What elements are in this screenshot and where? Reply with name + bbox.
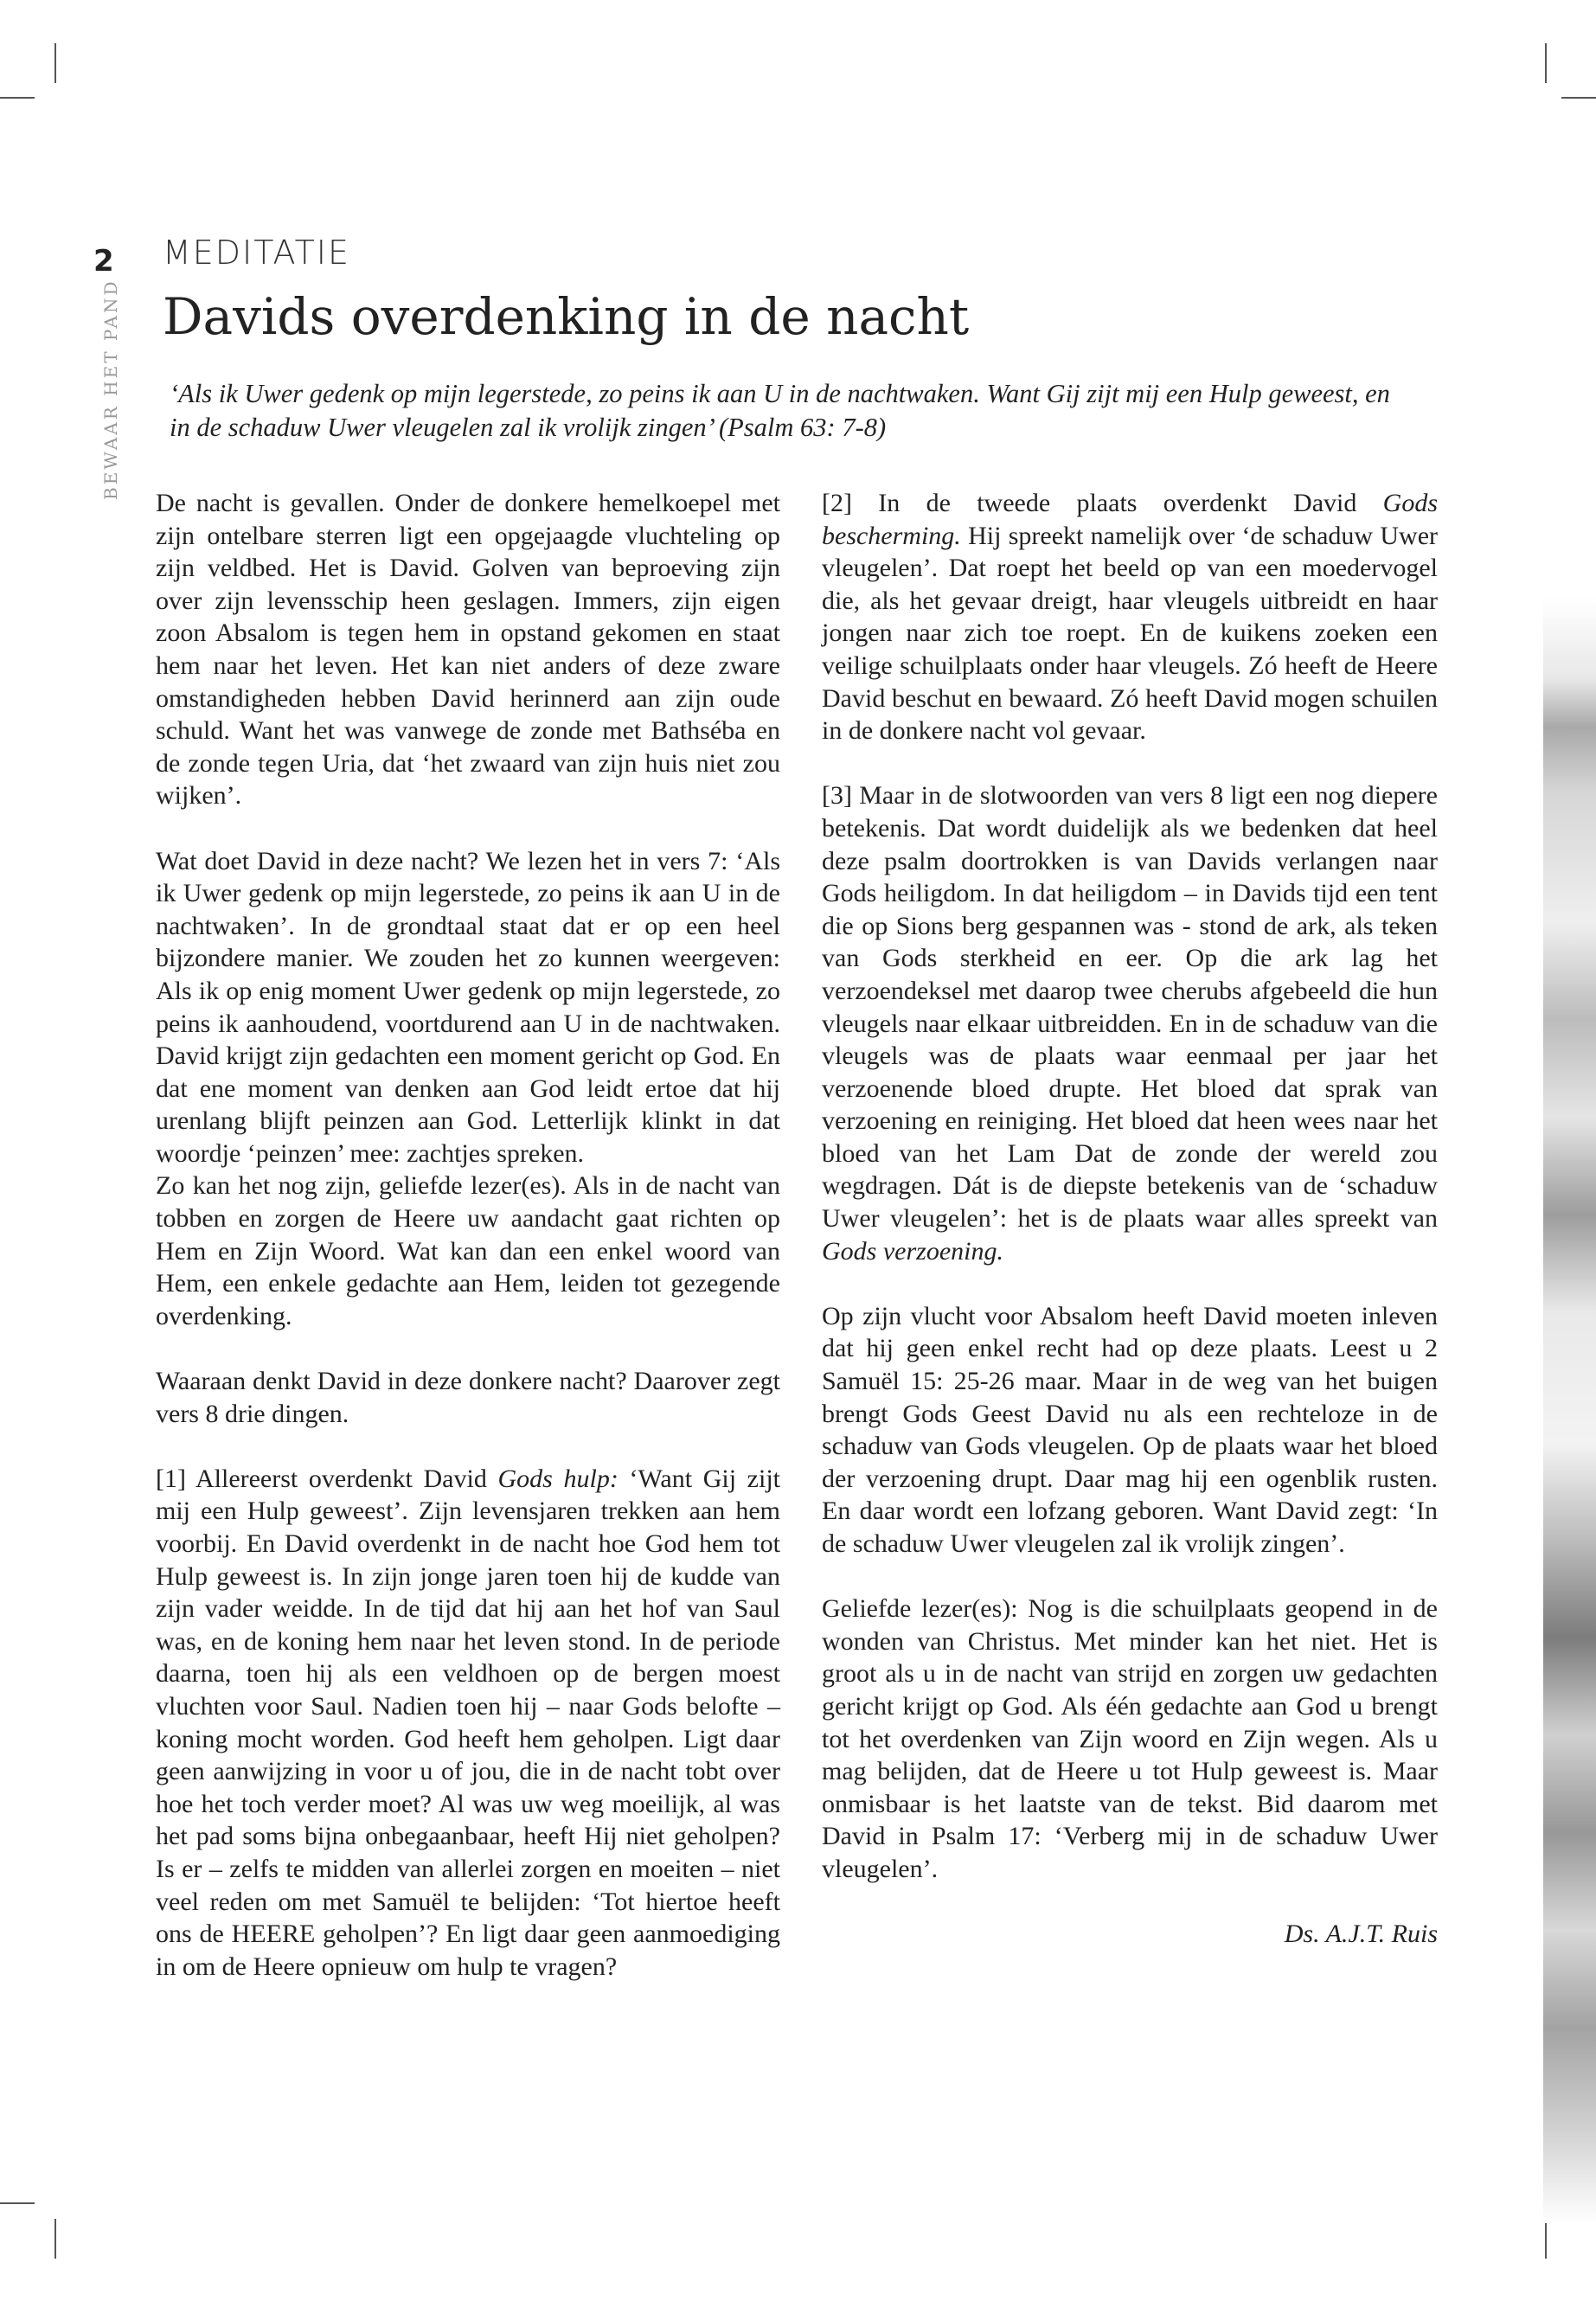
crop-mark-top-right-vertical bbox=[1545, 43, 1547, 83]
page-number: 2 bbox=[93, 244, 114, 279]
emphasis: Gods bescherming. bbox=[822, 489, 1438, 550]
edge-photo-strip bbox=[1543, 597, 1596, 2223]
crop-mark-bottom-left-horizontal bbox=[0, 2202, 35, 2204]
paragraph bbox=[822, 487, 1438, 747]
text-run: [3] Maar in de slotwoorden van vers 8 ligt een nog diepere betekenis. Dat wordt duidelijk als we bedenken dat heel deze psalm doortrokken is van Davids verlangen naar Gods heiligdom. In dat heiligdom – in Davids tijd een tent die op Sions berg gespannen was - stond de ark, als teken van Gods sterkheid en eer. Op die ark lag het verzoendeksel met daarop twee cherubs afgebeeld die hun vleugels naar elkaar uitbreidden. En in de schaduw van die vleugels was de plaats waar eenmaal per jaar het verzoenende bloed drupte. Het bloed dat sprak van verzoening en reiniging. Het bloed dat heen wees naar het bloed van het Lam Dat de zonde der wereld zou wegdragen. Dát is de diepste betekenis van de ‘schaduw Uwer vleugelen’: het is de plaats waar alles spreekt van bbox=[822, 781, 1438, 1234]
left-column bbox=[156, 487, 780, 2016]
text-run: [1] Allereerst overdenkt David bbox=[156, 1464, 498, 1493]
paragraph bbox=[822, 779, 1438, 1267]
paragraph: Wat doet David in deze nacht? We lezen het in vers 7: ‘Als ik Uwer gedenk op mijn legerstede, zo peins ik aan U in de nachtwaken’. In de grondtaal staat dat er op een heel bijzondere manier. We zouden het zo kunnen weergeven: Als ik op enig moment Uwer gedenk op mijn legerstede, zo peins ik aanhoudend, voortdurend aan U in de nachtwaken. David krijgt zijn gedachten een moment gericht op God. En dat ene moment van denken aan God leidt ertoe dat hij urenlang blijft peinzen aan God. Letterlijk klinkt in dat woordje ‘peinzen’ mee: zachtjes spreken. bbox=[156, 846, 780, 1168]
emphasis: Gods hulp: bbox=[497, 1464, 619, 1493]
text-run: Hij spreekt namelijk over ‘de schaduw Uwer vleugelen’. Dat roept het beeld op van een moedervogel die, als het gevaar dreigt, haar vleugels uitbreidt en haar jongen naar zich toe roept. En de kuikens zoeken een veilige schuilplaats onder haar vleugels. Zó heeft de Heere David beschut en bewaard. Zó heeft David mogen schuilen in de donkere nacht vol gevaar. bbox=[822, 521, 1438, 746]
author-signature: Ds. A.J.T. Ruis bbox=[1284, 1920, 1438, 1949]
paragraph: Geliefde lezer(es): Nog is die schuilplaats geopend in de wonden van Christus. Met minder kan het niet. Het is groot als u in de nacht van strijd en zorgen uw gedachten gericht krijgt op God. Als één gedachte aan God u brengt tot het overdenken van Zijn woord en Zijn wegen. Als u mag belijden, dat de Heere u tot Hulp geweest is. Maar onmisbaar is het laatste van de tekst. Bid daarom met David in Psalm 17: ‘Verberg mij in de schaduw Uwer vleugelen’. bbox=[822, 1594, 1438, 1883]
article-title: Davids overdenking in de nacht bbox=[163, 287, 970, 346]
paragraph: De nacht is gevallen. Onder de donkere hemelkoepel met zijn ontelbare sterren ligt een opgejaagde vluchteling op zijn veldbed. Het is David. Golven van beproeving zijn over zijn levensschip heen geslagen. Immers, zijn eigen zoon Absalom is tegen hem in opstand gekomen en staat hem naar het leven. Het kan niet anders of deze zware omstandigheden hebben David herinnerd aan zijn oude schuld. Want het was vanwege de zonde met Bathséba en de zonde tegen Uria, dat ‘het zwaard van zijn huis niet zou wijken’. bbox=[156, 489, 780, 811]
section-label: MEDITATIE bbox=[163, 234, 350, 272]
running-head-text: BEWAAR HET PAND bbox=[100, 279, 121, 500]
crop-mark-bottom-left-vertical bbox=[54, 2219, 56, 2259]
paragraph: Waaraan denkt David in deze donkere nacht? Daarover zegt vers 8 drie dingen. bbox=[156, 1367, 780, 1428]
emphasis: Gods verzoening. bbox=[822, 1236, 1003, 1266]
crop-mark-bottom-right-vertical bbox=[1545, 2219, 1547, 2259]
crop-mark-top-right-horizontal bbox=[1561, 97, 1596, 99]
right-column bbox=[822, 487, 1438, 1983]
text-run: ‘Want Gij zijt mij een Hulp geweest’. Zijn levensjaren trekken aan hem voorbij. En David overdenkt in de nacht hoe God hem tot Hulp geweest is. In zijn jonge jaren toen hij de kudde van zijn vader weidde. In de tijd dat hij aan het hof van Saul was, en de koning hem naar het leven stond. In de periode daarna, toen hij als een veldhoen op de bergen moest vluchten voor Saul. Nadien toen hij – naar Gods belofte – koning mocht worden. God heeft hem geholpen. Ligt daar geen aanwijzing in voor u of jou, die in de nacht tobt over hoe het toch verder moet? Al was uw weg moeilijk, al was het pad soms bijna onbegaanbaar, heeft Hij niet geholpen? Is er – zelfs te midden van allerlei zorgen en moeiten – niet veel reden om met Samuël te belijden: ‘Tot hiertoe heeft ons de HEERE geholpen’? En ligt daar geen aanmoediging in om de Heere opnieuw om hulp te vragen? bbox=[156, 1464, 780, 1981]
paragraph bbox=[156, 1463, 780, 1984]
epigraph-quote: ‘Als ik Uwer gedenk op mijn legerstede, zo peins ik aan U in de nachtwaken. Want Gij zijt mij een Hulp geweest, en in de schaduw Uwer vleugelen zal ik vrolijk zingen’ (Psalm 63: 7-8) bbox=[170, 379, 1390, 442]
crop-mark-top-left-vertical bbox=[54, 43, 56, 83]
text-run: [2] In de tweede plaats overdenkt David bbox=[822, 489, 1383, 517]
crop-mark-top-left-horizontal bbox=[0, 97, 35, 99]
paragraph: Op zijn vlucht voor Absalom heeft David moeten inleven dat hij geen enkel recht had op deze plaats. Leest u 2 Samuël 15: 25-26 maar. Maar in de weg van het buigen brengt Gods Geest David nu als een rechteloze in de schaduw van Gods vleugelen. Op de plaats waar het bloed der verzoening drupt. Daar mag hij een ogenblik rusten. En daar wordt een lofzang geboren. Want David zegt: ‘In de schaduw Uwer vleugelen zal ik vrolijk zingen’. bbox=[822, 1301, 1438, 1558]
paragraph: Zo kan het nog zijn, geliefde lezer(es). Als in de nacht van tobben en zorgen de Heere uw aandacht gaat richten op Hem en Zijn Woord. Wat kan dan een enkel woord van Hem, een enkele gedachte aan Hem, leiden tot gezegende overdenking. bbox=[156, 1171, 780, 1330]
